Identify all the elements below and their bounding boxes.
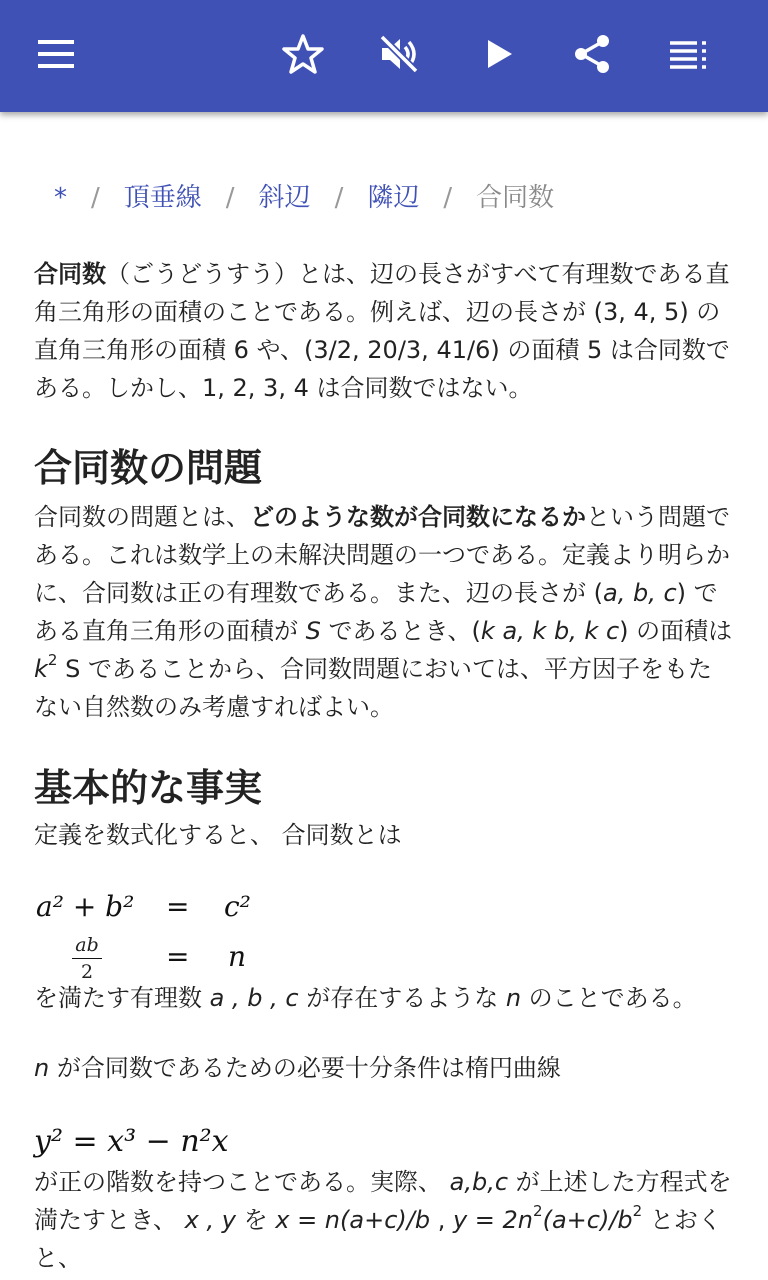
play-icon	[480, 36, 516, 76]
text-run: ) の面積は	[619, 617, 733, 645]
equation-1-equals: =	[166, 890, 190, 923]
intro-paragraph	[34, 255, 734, 407]
intro-text: （ごうどうすう）とは、辺の長さがすべて有理数である直角三角形の面積のことである。例えば、辺の長さが (3, 4, 5) の直角三角形の面積 6 や、(3/2, 20/3, 41/6) の面積 5 は合同数である。しかし、1, 2, 3, 4 は合同数ではない。	[34, 260, 730, 402]
breadcrumb-current: 合同数	[476, 183, 555, 213]
math-formula: (a+c)/b	[542, 1206, 633, 1234]
menu-button[interactable]	[28, 28, 84, 84]
text-run: を	[235, 1206, 276, 1234]
math-var: a , b , c	[209, 984, 299, 1012]
equation-explanation	[34, 979, 734, 1017]
breadcrumb	[54, 182, 554, 214]
text-run: という問題である。これは数学上の未解決問題の一つである。定義より明らかに、合同数は正の有理数である。また、辺の長さが (	[34, 503, 730, 607]
equation-2-equals: =	[166, 940, 190, 973]
share-button[interactable]	[564, 28, 620, 84]
text-run: S であることから、合同数問題においては、平方因子をもたない自然数のみ考慮すればよい。	[34, 655, 712, 721]
volume-off-icon	[378, 33, 420, 79]
breadcrumb-separator: /	[91, 183, 100, 213]
text-run: が正の階数を持つことである。実際、	[34, 1168, 450, 1196]
text-run: ,	[430, 1206, 453, 1234]
text-run: が合同数であるための必要十分条件は楕円曲線	[49, 1054, 561, 1082]
math-var: k a, k b, k c	[480, 617, 620, 645]
math-var: a,b,c	[449, 1168, 509, 1196]
breadcrumb-separator: /	[225, 183, 235, 213]
play-button[interactable]	[470, 28, 526, 84]
favorite-button[interactable]	[275, 28, 331, 84]
app-bar	[0, 0, 768, 112]
text-run: であるとき、(	[320, 617, 481, 645]
breadcrumb-item-2[interactable]: 斜辺	[258, 183, 311, 213]
hamburger-icon	[36, 34, 76, 78]
text-run: が上述した方程式を満たすとき、	[34, 1168, 732, 1234]
section-problem-paragraph	[34, 498, 734, 726]
equation-1-right: c²	[224, 890, 251, 923]
star-outline-icon	[282, 33, 324, 79]
text-run: が存在するような	[298, 984, 506, 1012]
equation-2-fraction	[72, 934, 102, 983]
math-formula: x = n(a+c)/b	[275, 1206, 431, 1234]
breadcrumb-item-1[interactable]: 頂垂線	[123, 183, 202, 213]
superscript: 2	[533, 1202, 543, 1220]
math-formula: y = 2n	[452, 1206, 534, 1234]
breadcrumb-separator: /	[443, 183, 453, 213]
math-var: a, b, c	[603, 579, 677, 607]
elliptic-curve-equation: y² = x³ − n²x	[34, 1124, 229, 1159]
fraction-denominator: 2	[80, 961, 94, 983]
mute-button[interactable]	[371, 28, 427, 84]
bold-text: どのような数が合同数になるか	[250, 503, 586, 531]
math-var: k	[34, 655, 48, 683]
section-heading-facts: 基本的な事実	[34, 766, 263, 810]
superscript: 2	[632, 1202, 643, 1220]
fraction-bar	[72, 958, 102, 959]
math-var: S	[305, 617, 321, 645]
text-run: 合同数の問題とは、	[34, 503, 250, 531]
math-var: n	[505, 984, 522, 1012]
breadcrumb-item-3[interactable]: 隣辺	[367, 183, 420, 213]
math-var: n	[34, 1054, 50, 1082]
text-run: を満たす有理数	[34, 984, 210, 1012]
section-heading-problem: 合同数の問題	[34, 446, 263, 490]
superscript: 2	[47, 651, 58, 669]
breadcrumb-separator: /	[334, 183, 344, 213]
breadcrumb-item-root[interactable]: *	[54, 183, 67, 213]
playlist-button[interactable]	[660, 28, 716, 84]
equation-2-right: n	[228, 940, 247, 973]
final-paragraph	[34, 1163, 734, 1277]
condition-sentence	[34, 1049, 734, 1087]
fraction-numerator: ab	[75, 934, 99, 956]
definition-lead: 定義を数式化すると、 合同数とは	[34, 821, 402, 849]
playlist-icon	[667, 33, 709, 79]
share-icon	[571, 33, 613, 79]
math-var: x , y	[184, 1206, 236, 1234]
text-run: とおくと、	[34, 1206, 722, 1272]
text-run: のことである。	[521, 984, 697, 1012]
text-run: ) である直角三角形の面積が	[34, 579, 718, 645]
equation-1-left: a² + b²	[36, 890, 135, 923]
intro-term: 合同数	[34, 260, 106, 288]
